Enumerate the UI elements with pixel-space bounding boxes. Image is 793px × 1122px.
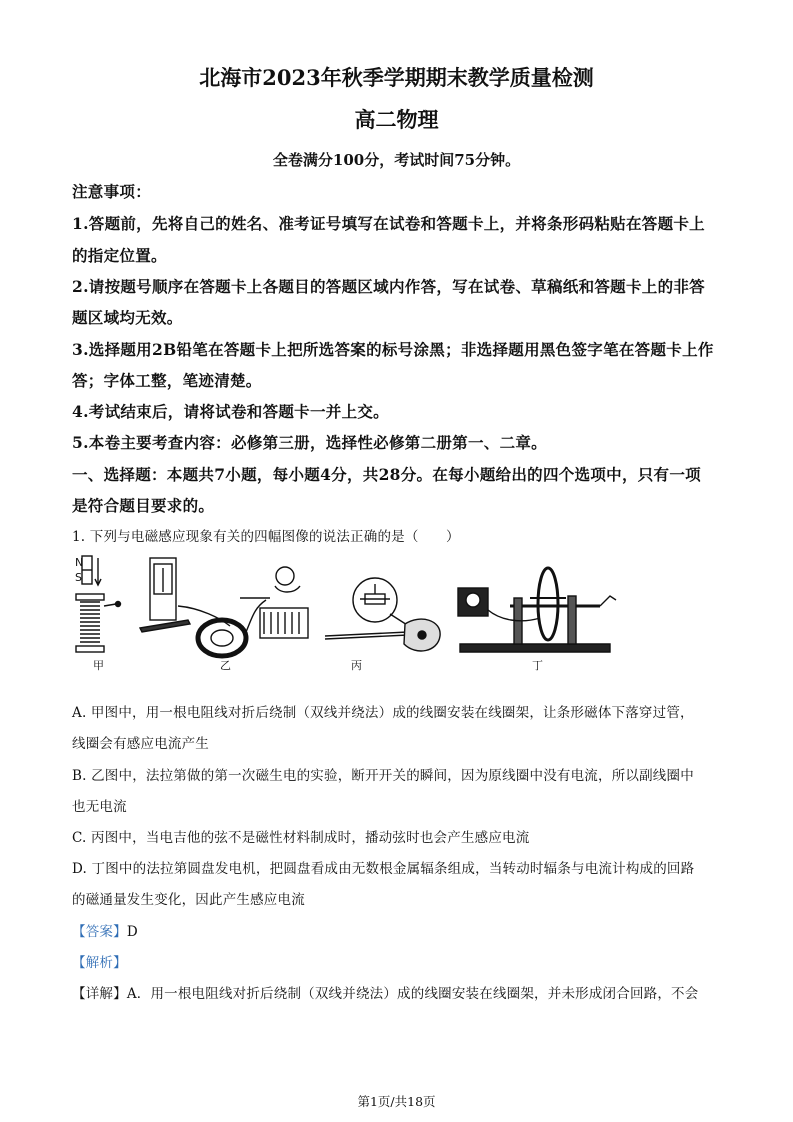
note-line: 答；字体工整，笔迹清楚。 — [72, 371, 262, 390]
figure-d-disk-generator — [458, 568, 616, 652]
answer-value: D — [126, 924, 138, 940]
detail-line — [72, 982, 698, 1002]
analysis-tag: 【解析】 — [72, 955, 127, 971]
figure-d-caption: 丁 — [532, 659, 543, 672]
answer-tag: 【答案】 — [72, 924, 127, 940]
note-line: 2.请按题号顺序在答题卡上各题目的答题区域内作答，写在试卷、草稿纸和答题卡上的非答 — [72, 277, 705, 296]
note-line: 题区域均无效。 — [72, 308, 183, 327]
notes-heading: 注意事项： — [72, 182, 152, 201]
magnet-south-label: S — [75, 571, 82, 584]
detail-tag: 【详解】 — [72, 986, 127, 1002]
section-heading-cont: 是符合题目要求的。 — [72, 496, 215, 515]
option-a-cont: 线圈会有感应电流产生 — [72, 736, 209, 752]
figure-c-guitar — [325, 578, 440, 651]
exam-info: 全卷满分100分，考试时间75分钟。 — [272, 151, 521, 169]
option-a: A. 甲图中，用一根电阻线对折后绕制（双线并绕法）成的线圈安装在线圈架，让条形磁体下落穿过管， — [72, 705, 694, 721]
figure-a-caption: 甲 — [93, 659, 104, 672]
option-b-cont: 也无电流 — [72, 799, 127, 815]
note-line: 1.答题前，先将自己的姓名、准考证号填写在试卷和答题卡上，并将条形码粘贴在答题卡上 — [72, 214, 705, 233]
figure-b-caption: 乙 — [220, 659, 231, 672]
figure-a-coil — [76, 556, 121, 652]
option-d: D. 丁图中的法拉第圆盘发电机，把圆盘看成由无数根金属辐条组成，当转动时辐条与电流计构成的回路 — [72, 861, 695, 877]
subject-title: 高二物理 — [354, 107, 439, 132]
page-number: 第1页/共18页 — [357, 1094, 436, 1109]
analysis-line — [72, 951, 127, 971]
magnet-north-label: N — [75, 556, 84, 569]
answer-line — [72, 920, 138, 940]
note-line: 4.考试结束后，请将试卷和答题卡一并上交。 — [72, 402, 389, 421]
page-title: 北海市2023年秋季学期期末教学质量检测 — [199, 65, 594, 90]
option-d-cont: 的磁通量发生变化，因此产生感应电流 — [72, 892, 305, 908]
question-figure — [70, 548, 630, 673]
note-line: 3.选择题用2B铅笔在答题卡上把所选答案的标号涂黑；非选择题用黑色签字笔在答题卡上作 — [72, 340, 714, 359]
option-b: B. 乙图中，法拉第做的第一次磁生电的实验，断开开关的瞬间，因为原线圈中没有电流，所以副线圈中 — [72, 768, 694, 784]
figure-c-caption: 丙 — [351, 659, 362, 672]
option-c: C. 丙图中，当电吉他的弦不是磁性材料制成时，播动弦时也会产生感应电流 — [72, 830, 530, 846]
question-stem: 1. 下列与电磁感应现象有关的四幅图像的说法正确的是（ ） — [72, 529, 460, 545]
note-line: 的指定位置。 — [72, 246, 167, 265]
note-line: 5.本卷主要考查内容：必修第三册，选择性必修第二册第一、二章。 — [72, 433, 547, 452]
detail-text: A．用一根电阻线对折后绕制（双线并绕法）成的线圈安装在线圈架，并未形成闭合回路，不会 — [126, 986, 699, 1002]
section-heading: 一、选择题：本题共7小题，每小题4分，共28分。在每小题给出的四个选项中，只有一项 — [72, 465, 701, 484]
figure-b-apparatus — [140, 558, 308, 656]
